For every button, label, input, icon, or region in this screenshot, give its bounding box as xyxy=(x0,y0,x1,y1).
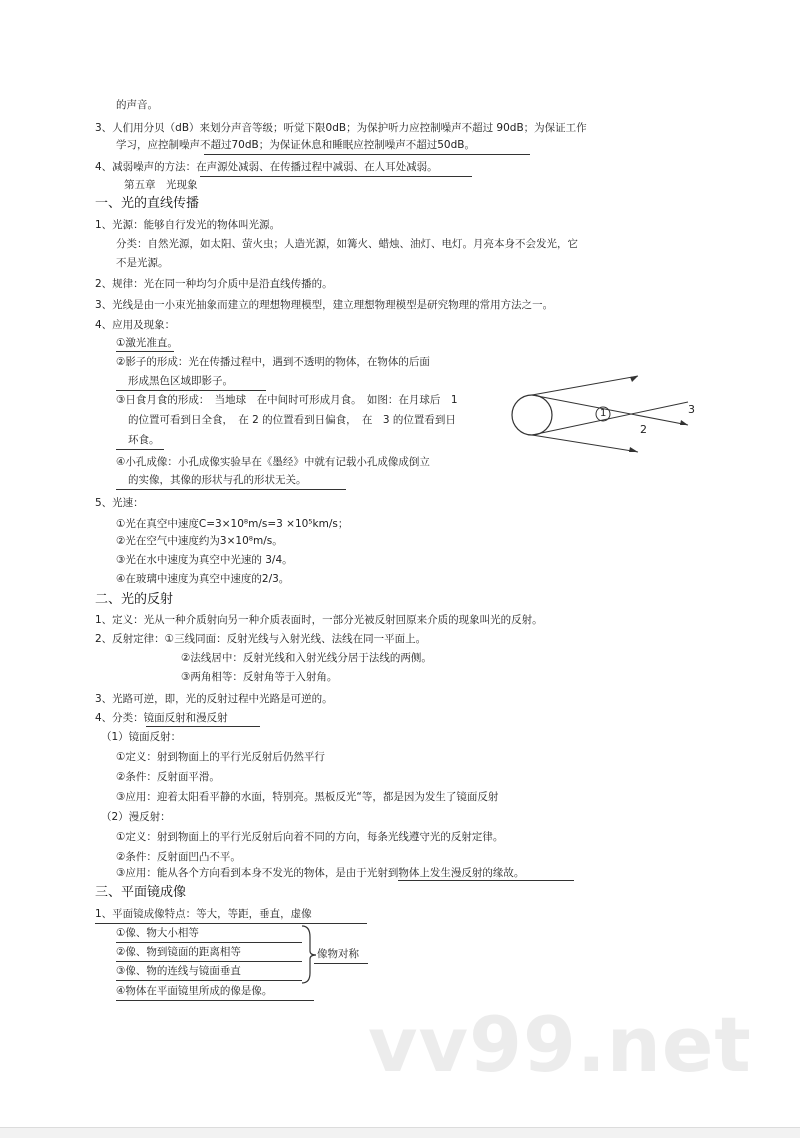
underline xyxy=(314,963,368,964)
text-line: 4、减弱噪声的方法：在声源处减弱、在传播过程中减弱、在人耳处减弱。 xyxy=(95,161,438,173)
text-line: 5、光速： xyxy=(95,497,144,509)
text-line: ③光在水中速度为真空中光速的 3/4。 xyxy=(116,554,293,566)
section-heading: 二、光的反射 xyxy=(95,592,174,607)
underline xyxy=(116,1000,314,1001)
underline xyxy=(116,351,174,352)
text-line: 3、人们用分贝（dB）来划分声音等级；听觉下限0dB；为保护听力应控制噪声不超过 90dB；为保证工作 xyxy=(95,122,587,134)
underline xyxy=(95,923,367,924)
underline xyxy=(116,449,164,450)
text-line: 不是光源。 xyxy=(116,257,169,269)
text-line: 的实像，其像的形状与孔的形状无关。 xyxy=(128,474,307,486)
figure-label-2: 2 xyxy=(640,423,647,436)
underline xyxy=(146,726,260,727)
text-line: 环食。 xyxy=(128,434,160,446)
eclipse-diagram xyxy=(510,370,695,460)
text-line: ③两角相等：反射角等于入射角。 xyxy=(181,671,338,683)
text-line: ②光在空气中速度约为3×10⁸m/s。 xyxy=(116,535,283,547)
underline xyxy=(116,980,302,981)
text-line: 的声音。 xyxy=(116,99,158,111)
chapter-title: 第五章 光现象 xyxy=(124,179,198,191)
text-line: ③应用：迎着太阳看平静的水面，特别亮。黑板反光“等，都是因为发生了镜面反射 xyxy=(116,791,499,803)
text-line: ③像、物的连线与镜面垂直 xyxy=(116,965,241,977)
underline xyxy=(116,961,302,962)
text-line: ③日食月食的形成： 当地球 在中间时可形成月食。 如图：在月球后 1 xyxy=(116,394,458,406)
text-line: ①像、物大小相等 xyxy=(116,927,199,939)
ray-line xyxy=(532,395,688,425)
text-line: 1、光源：能够自行发光的物体叫光源。 xyxy=(95,219,281,231)
ray-line xyxy=(532,376,638,395)
text-line: ②条件：反射面凹凸不平。 xyxy=(116,851,241,863)
brace-label: 像物对称 xyxy=(317,948,359,960)
text-line: （1）镜面反射： xyxy=(101,731,182,743)
underline xyxy=(116,390,266,391)
text-line: 4、应用及现象： xyxy=(95,319,176,331)
section-heading: 三、平面镜成像 xyxy=(95,885,187,900)
text-line: ①激光准直。 xyxy=(116,337,178,349)
text-line: ②像、物到镜面的距离相等 xyxy=(116,946,241,958)
arrowhead xyxy=(630,376,638,382)
text-line: ①定义：射到物面上的平行光反射后仍然平行 xyxy=(116,751,325,763)
figure-label-3: 3 xyxy=(688,403,695,416)
text-line: ②影子的形成：光在传播过程中，遇到不透明的物体，在物体的后面 xyxy=(116,356,430,368)
underline xyxy=(116,489,346,490)
underline xyxy=(200,176,472,177)
text-line: ②法线居中：反射光线和入射光线分居于法线的两侧。 xyxy=(181,652,432,664)
text-line: 2、规律：光在同一种均匀介质中是沿直线传播的。 xyxy=(95,278,333,290)
figure-label-1: 1 xyxy=(600,408,607,419)
underline xyxy=(398,880,574,881)
text-line: 4、分类：镜面反射和漫反射 xyxy=(95,712,228,724)
arrowhead xyxy=(680,420,688,425)
underline xyxy=(204,154,530,155)
ray-line xyxy=(532,402,688,435)
text-line: 的位置可看到日全食， 在 2 的位置看到日偏食， 在 3 的位置看到日 xyxy=(128,414,456,426)
section-heading: 一、光的直线传播 xyxy=(95,196,200,211)
text-line: 形成黑色区域即影子。 xyxy=(128,375,233,387)
arrowhead xyxy=(629,447,638,452)
watermark: vv99.net xyxy=(368,1000,752,1089)
text-line: ①定义：射到物面上的平行光反射后向着不同的方向，每条光线遵守光的反射定律。 xyxy=(116,831,504,843)
text-line: ④小孔成像：小孔成像实验早在《墨经》中就有记载小孔成像成倒立 xyxy=(116,456,430,468)
text-line: （2）漫反射： xyxy=(101,811,171,823)
text-line: 3、光路可逆，即，光的反射过程中光路是可逆的。 xyxy=(95,693,333,705)
text-line: ④物体在平面镜里所成的像是像。 xyxy=(116,985,273,997)
underline xyxy=(116,942,302,943)
text-line: ②条件：反射面平滑。 xyxy=(116,771,220,783)
ray-line xyxy=(532,435,638,452)
sun-circle xyxy=(512,395,552,435)
text-line: ①光在真空中速度C=3×10⁸m/s=3 ×10⁵km/s； xyxy=(116,518,349,530)
text-line: 1、定义：光从一种介质射向另一种介质表面时，一部分光被反射回原来介质的现象叫光的反射。 xyxy=(95,614,543,626)
text-line: ③应用：能从各个方向看到本身不发光的物体，是由于光射到物体上发生漫反射的缘故。 xyxy=(116,867,525,879)
text-line: 分类：自然光源，如太阳、萤火虫；人造光源，如篝火、蜡烛、油灯、电灯。月亮本身不会发光，它 xyxy=(116,238,578,250)
page-bottom-edge xyxy=(0,1127,800,1138)
text-line: 2、反射定律：①三线同面：反射光线与入射光线、法线在同一平面上。 xyxy=(95,633,427,645)
text-line: ④在玻璃中速度为真空中速度的2/3。 xyxy=(116,573,290,585)
text-line: 1、平面镜成像特点：等大，等距，垂直，虚像 xyxy=(95,908,312,920)
text-line: 3、光线是由一小束光抽象而建立的理想物理模型，建立理想物理模型是研究物理的常用方法之一。 xyxy=(95,299,554,311)
text-line: 学习，应控制噪声不超过70dB；为保证休息和睡眠应控制噪声不超过50dB。 xyxy=(116,139,475,151)
